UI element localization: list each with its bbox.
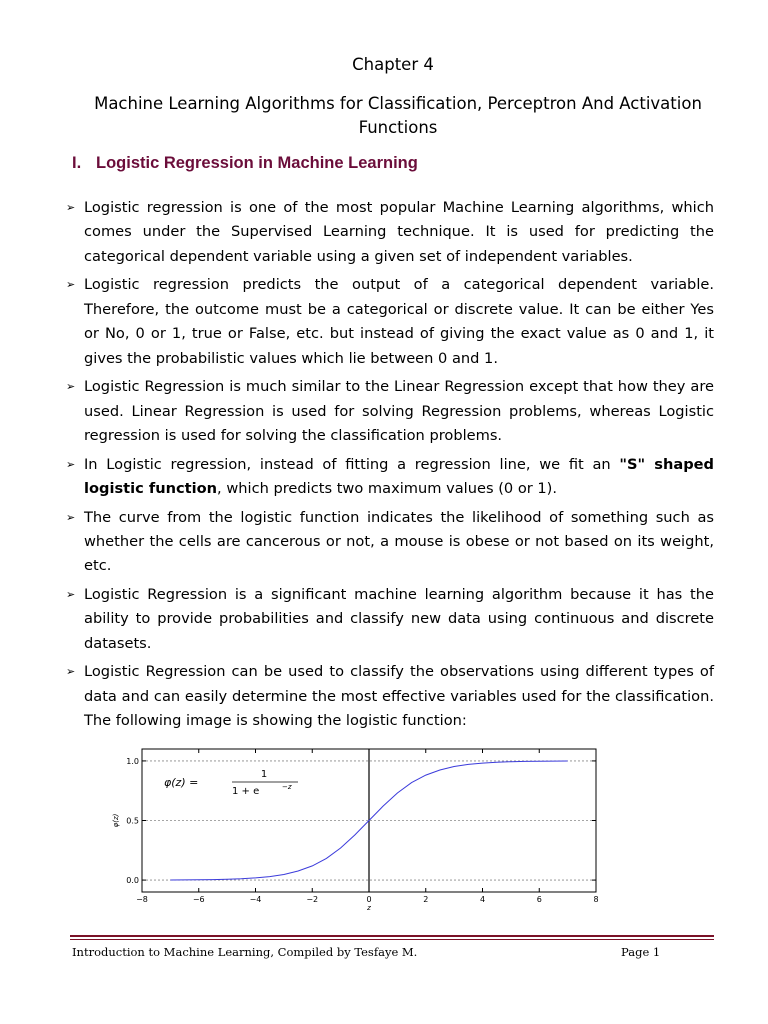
right-arrowhead-icon: ➢ bbox=[66, 278, 76, 292]
bullet-text: Logistic regression predicts the output of a categorical dependent variable. Therefore, the outcome must be a categorical or discrete value. It can be either Yes or No, 0 or 1, true or False, etc. but instead of giving the exact value as 0 and 1, it gives the probabilistic values which lie between 0 and 1. bbox=[84, 276, 714, 367]
formula-numerator: 1 bbox=[260, 769, 268, 780]
bullet-item bbox=[66, 196, 714, 269]
x-tick-label: 4 bbox=[479, 895, 486, 904]
y-tick-label: 0.5 bbox=[126, 816, 139, 826]
x-tick-label: 2 bbox=[423, 895, 429, 904]
footer-text: Introduction to Machine Learning, Compiled by Tesfaye M. bbox=[72, 945, 418, 959]
right-arrowhead-icon: ➢ bbox=[66, 588, 76, 602]
bullet-item bbox=[66, 375, 714, 448]
chapter-subtitle: Machine Learning Algorithms for Classification, Perceptron And Activation Functions bbox=[94, 94, 702, 137]
section-number: I. bbox=[72, 154, 82, 172]
bullet-text: Logistic regression is one of the most popular Machine Learning algorithms, which comes under the Supervised Learning technique. It is used for predicting the categorical dependent variable using a given set of independent variables. bbox=[84, 199, 714, 265]
bullet-text-post: , which predicts two maximum values (0 or 1). bbox=[217, 480, 558, 498]
x-tick-label: −4 bbox=[249, 895, 262, 904]
right-arrowhead-icon: ➢ bbox=[66, 457, 76, 471]
right-arrowhead-icon: ➢ bbox=[66, 510, 76, 524]
chapter-title: Chapter 4 bbox=[352, 55, 434, 74]
bullet-item bbox=[66, 273, 714, 371]
formula-exponent: −z bbox=[282, 783, 292, 791]
y-tick-label: 1.0 bbox=[126, 756, 139, 766]
x-tick-label: −2 bbox=[306, 895, 319, 904]
section-heading bbox=[72, 154, 418, 173]
y-axis-label: φ(z) bbox=[112, 813, 120, 828]
bullet-text: Logistic Regression is a significant machine learning algorithm because it has the ability to provide probabilities and classify new data using continuous and discrete datasets. bbox=[84, 586, 714, 652]
bullet-text: Logistic Regression is much similar to the Linear Regression except that how they are used. Linear Regression is used for solving Regression problems, whereas Logistic regression is used for solving the classification problems. bbox=[84, 378, 714, 445]
section-title: Logistic Regression in Machine Learning bbox=[96, 154, 418, 172]
bullet-text: Logistic Regression can be used to classify the observations using different types of data and can easily determine the most effective variables used for the classification. The following image is showing the logistic function: bbox=[84, 663, 714, 730]
bullet-item bbox=[66, 583, 714, 656]
right-arrowhead-icon: ➢ bbox=[66, 201, 76, 214]
footer-rule bbox=[70, 935, 714, 937]
x-tick-label: 0 bbox=[366, 895, 372, 904]
page-number: Page 1 bbox=[621, 945, 661, 959]
logistic-function-chart bbox=[106, 744, 606, 916]
x-tick-label: −8 bbox=[136, 895, 148, 904]
right-arrowhead-icon: ➢ bbox=[66, 380, 76, 394]
bullet-text-bold: "S" shaped logistic function bbox=[84, 455, 714, 498]
x-tick-label: −6 bbox=[192, 895, 205, 904]
bullet-text: The curve from the logistic function indicates the likelihood of something such as whether the cells are cancerous or not, a mouse is obese or not based on its weight, etc. bbox=[84, 508, 714, 575]
bullet-item bbox=[66, 506, 714, 579]
x-tick-label: 6 bbox=[536, 895, 542, 904]
bullet-list bbox=[66, 196, 714, 738]
footer-rule-thin bbox=[70, 939, 714, 940]
right-arrowhead-icon: ➢ bbox=[66, 665, 76, 679]
bullet-item bbox=[66, 453, 714, 502]
y-tick-label: 0.0 bbox=[126, 876, 139, 886]
bullet-text-pre: In Logistic regression, instead of fitting a regression line, we fit an bbox=[84, 455, 620, 473]
formula-lhs: φ(z) = bbox=[164, 776, 199, 789]
x-tick-label: 8 bbox=[593, 895, 599, 904]
bullet-item bbox=[66, 660, 714, 733]
x-axis-label: z bbox=[367, 904, 371, 912]
formula-denominator: 1 + e bbox=[232, 786, 260, 797]
